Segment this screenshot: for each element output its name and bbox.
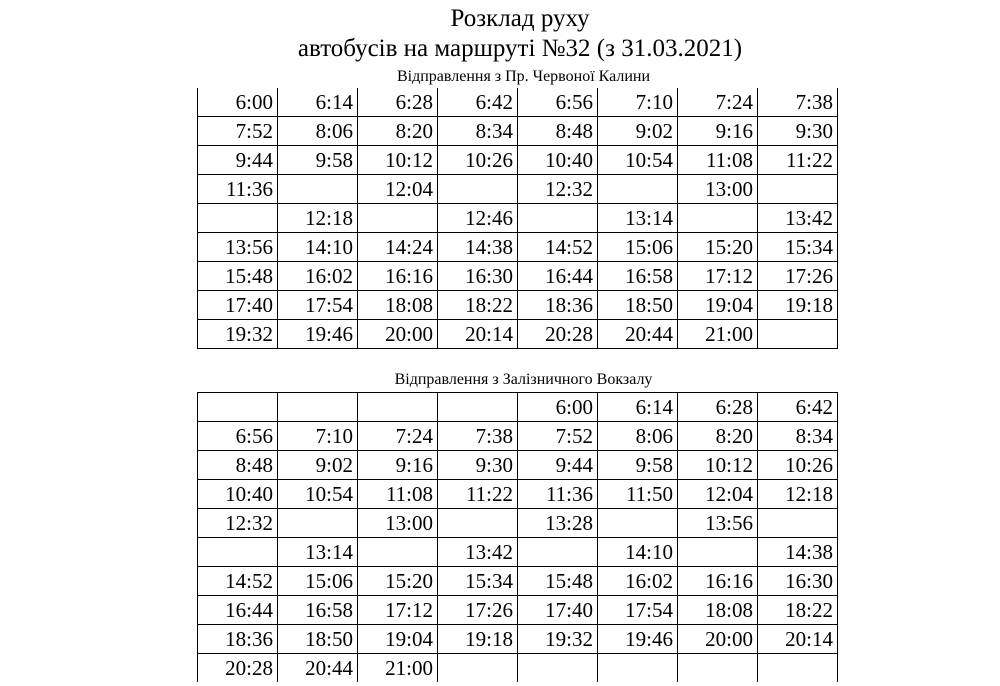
- departure-time-cell: 10:40: [198, 480, 278, 509]
- departure-time-cell: 19:18: [758, 291, 838, 320]
- departure-time-cell: 15:48: [198, 262, 278, 291]
- departure-time-cell: 16:30: [758, 567, 838, 596]
- section-caption-chervonoi-kalyny: Відправлення з Пр. Червоної Калини: [396, 68, 651, 85]
- departure-time-cell: 6:14: [598, 393, 678, 422]
- departure-time-cell: 12:32: [198, 509, 278, 538]
- departure-time-cell: 19:32: [518, 625, 598, 654]
- departure-time-cell: [758, 509, 838, 538]
- departure-time-cell: 17:40: [198, 291, 278, 320]
- table-row: [198, 480, 838, 509]
- departure-time-cell: 6:00: [198, 88, 278, 117]
- departure-time-cell: 10:54: [598, 146, 678, 175]
- departure-time-cell: 8:48: [518, 117, 598, 146]
- departure-time-cell: 10:12: [358, 146, 438, 175]
- departure-time-cell: [198, 538, 278, 567]
- departure-time-cell: [598, 509, 678, 538]
- departure-time-cell: 11:22: [758, 146, 838, 175]
- departure-time-cell: 13:00: [358, 509, 438, 538]
- departure-time-cell: 9:30: [438, 451, 518, 480]
- departure-time-cell: 16:02: [278, 262, 358, 291]
- table-row: [198, 175, 838, 204]
- departure-time-cell: 10:26: [438, 146, 518, 175]
- departure-time-cell: 16:16: [678, 567, 758, 596]
- departure-time-cell: 11:08: [678, 146, 758, 175]
- departure-time-cell: [198, 393, 278, 422]
- departure-time-cell: 14:52: [198, 567, 278, 596]
- departure-time-cell: 16:58: [278, 596, 358, 625]
- departure-time-cell: 20:14: [758, 625, 838, 654]
- departure-time-cell: 17:54: [278, 291, 358, 320]
- departure-time-cell: 11:22: [438, 480, 518, 509]
- departure-time-cell: 8:48: [198, 451, 278, 480]
- departure-time-cell: [278, 175, 358, 204]
- departure-time-cell: 9:44: [198, 146, 278, 175]
- departure-time-cell: 16:16: [358, 262, 438, 291]
- departure-time-cell: 15:06: [278, 567, 358, 596]
- departure-time-cell: 7:10: [278, 422, 358, 451]
- departure-time-cell: 14:10: [278, 233, 358, 262]
- departure-time-cell: 13:14: [278, 538, 358, 567]
- departure-time-cell: 20:28: [518, 320, 598, 349]
- departure-time-cell: 8:34: [438, 117, 518, 146]
- departure-time-cell: 19:18: [438, 625, 518, 654]
- departure-time-cell: 13:00: [678, 175, 758, 204]
- departure-time-cell: 13:14: [598, 204, 678, 233]
- departure-time-cell: 9:16: [358, 451, 438, 480]
- departure-time-cell: 6:14: [278, 88, 358, 117]
- departure-time-cell: 7:24: [678, 88, 758, 117]
- departure-time-cell: [518, 654, 598, 683]
- departure-time-cell: 15:34: [438, 567, 518, 596]
- departure-time-cell: 8:34: [758, 422, 838, 451]
- departure-time-cell: [358, 204, 438, 233]
- departure-time-cell: [438, 175, 518, 204]
- departure-time-cell: 13:42: [438, 538, 518, 567]
- departure-time-cell: 9:02: [598, 117, 678, 146]
- departure-time-cell: [438, 509, 518, 538]
- departure-time-cell: 9:30: [758, 117, 838, 146]
- departure-time-cell: 6:28: [358, 88, 438, 117]
- departure-time-cell: [678, 654, 758, 683]
- table-row: [198, 509, 838, 538]
- departure-time-cell: 18:50: [598, 291, 678, 320]
- departure-time-cell: 8:20: [678, 422, 758, 451]
- departure-time-cell: [438, 654, 518, 683]
- departure-time-cell: 21:00: [358, 654, 438, 683]
- departure-time-cell: [678, 204, 758, 233]
- page-title: Розклад руху: [450, 5, 590, 32]
- departure-time-cell: 14:52: [518, 233, 598, 262]
- departure-time-cell: 14:10: [598, 538, 678, 567]
- departure-time-cell: 12:18: [758, 480, 838, 509]
- departure-time-cell: 8:06: [598, 422, 678, 451]
- departure-time-cell: 12:46: [438, 204, 518, 233]
- departure-time-cell: [758, 320, 838, 349]
- departure-time-cell: 18:50: [278, 625, 358, 654]
- departure-time-cell: [598, 175, 678, 204]
- departure-time-cell: 18:08: [358, 291, 438, 320]
- departure-time-cell: 6:42: [438, 88, 518, 117]
- departure-time-cell: 18:36: [518, 291, 598, 320]
- departure-time-cell: 14:38: [758, 538, 838, 567]
- departure-time-cell: [198, 204, 278, 233]
- table-row: [198, 146, 838, 175]
- departure-time-cell: 16:44: [518, 262, 598, 291]
- departure-time-cell: [518, 538, 598, 567]
- departure-time-cell: 6:42: [758, 393, 838, 422]
- departure-time-cell: [438, 393, 518, 422]
- table-row: [198, 451, 838, 480]
- departure-time-cell: 16:58: [598, 262, 678, 291]
- departure-time-cell: 13:56: [198, 233, 278, 262]
- table-row: [198, 233, 838, 262]
- departure-time-cell: 9:58: [598, 451, 678, 480]
- page-subtitle: автобусів на маршруті №32 (з 31.03.2021): [297, 35, 743, 62]
- departure-time-cell: 13:42: [758, 204, 838, 233]
- departure-time-cell: 18:08: [678, 596, 758, 625]
- departure-time-cell: 10:54: [278, 480, 358, 509]
- departure-time-cell: 12:04: [678, 480, 758, 509]
- departure-time-cell: 19:04: [358, 625, 438, 654]
- table-row: [198, 291, 838, 320]
- departure-time-cell: 10:40: [518, 146, 598, 175]
- departure-time-cell: [358, 393, 438, 422]
- departure-time-cell: 17:54: [598, 596, 678, 625]
- departure-time-cell: 20:44: [278, 654, 358, 683]
- departure-time-cell: 13:56: [678, 509, 758, 538]
- departure-time-cell: 15:06: [598, 233, 678, 262]
- departure-time-cell: 10:12: [678, 451, 758, 480]
- departure-time-cell: 18:22: [438, 291, 518, 320]
- timetable-chervonoi-kalyny: [197, 88, 838, 349]
- table-row: [198, 262, 838, 291]
- departure-time-cell: 17:12: [678, 262, 758, 291]
- table-row: [198, 393, 838, 422]
- table-row: [198, 320, 838, 349]
- departure-time-cell: [278, 393, 358, 422]
- table-row: [198, 422, 838, 451]
- departure-time-cell: [278, 509, 358, 538]
- departure-time-cell: [758, 654, 838, 683]
- departure-time-cell: 14:38: [438, 233, 518, 262]
- departure-time-cell: 15:20: [678, 233, 758, 262]
- departure-time-cell: [678, 538, 758, 567]
- departure-time-cell: 20:00: [358, 320, 438, 349]
- departure-time-cell: 20:28: [198, 654, 278, 683]
- departure-time-cell: 9:44: [518, 451, 598, 480]
- departure-time-cell: 19:46: [278, 320, 358, 349]
- departure-time-cell: 21:00: [678, 320, 758, 349]
- table-row: [198, 538, 838, 567]
- departure-time-cell: 7:38: [438, 422, 518, 451]
- departure-time-cell: 7:24: [358, 422, 438, 451]
- departure-time-cell: 15:48: [518, 567, 598, 596]
- departure-time-cell: 12:04: [358, 175, 438, 204]
- departure-time-cell: 17:26: [438, 596, 518, 625]
- departure-time-cell: 12:32: [518, 175, 598, 204]
- departure-time-cell: 11:08: [358, 480, 438, 509]
- departure-time-cell: 17:12: [358, 596, 438, 625]
- departure-time-cell: 20:14: [438, 320, 518, 349]
- departure-time-cell: 9:16: [678, 117, 758, 146]
- departure-time-cell: 10:26: [758, 451, 838, 480]
- departure-time-cell: 12:18: [278, 204, 358, 233]
- departure-time-cell: [758, 175, 838, 204]
- departure-time-cell: 6:00: [518, 393, 598, 422]
- departure-time-cell: 8:06: [278, 117, 358, 146]
- departure-time-cell: 7:52: [198, 117, 278, 146]
- departure-time-cell: [518, 204, 598, 233]
- departure-time-cell: 17:40: [518, 596, 598, 625]
- departure-time-cell: 16:02: [598, 567, 678, 596]
- departure-time-cell: 17:26: [758, 262, 838, 291]
- departure-time-cell: 7:38: [758, 88, 838, 117]
- table-row: [198, 117, 838, 146]
- departure-time-cell: [598, 654, 678, 683]
- timetable-railway-station: [197, 392, 838, 682]
- section-caption-railway-station: Відправлення з Залізничного Вокзалу: [394, 371, 653, 388]
- departure-time-cell: 14:24: [358, 233, 438, 262]
- departure-time-cell: 8:20: [358, 117, 438, 146]
- departure-time-cell: 11:36: [518, 480, 598, 509]
- departure-time-cell: 20:44: [598, 320, 678, 349]
- table-row: [198, 204, 838, 233]
- departure-time-cell: 18:22: [758, 596, 838, 625]
- departure-time-cell: 19:04: [678, 291, 758, 320]
- departure-time-cell: 7:52: [518, 422, 598, 451]
- table-row: [198, 596, 838, 625]
- departure-time-cell: 9:58: [278, 146, 358, 175]
- departure-time-cell: 20:00: [678, 625, 758, 654]
- departure-time-cell: 16:44: [198, 596, 278, 625]
- table-row: [198, 567, 838, 596]
- departure-time-cell: 18:36: [198, 625, 278, 654]
- departure-time-cell: 19:32: [198, 320, 278, 349]
- departure-time-cell: 7:10: [598, 88, 678, 117]
- departure-time-cell: 19:46: [598, 625, 678, 654]
- departure-time-cell: 15:20: [358, 567, 438, 596]
- departure-time-cell: 6:28: [678, 393, 758, 422]
- departure-time-cell: [358, 538, 438, 567]
- departure-time-cell: 6:56: [198, 422, 278, 451]
- departure-time-cell: 11:50: [598, 480, 678, 509]
- departure-time-cell: 15:34: [758, 233, 838, 262]
- table-row: [198, 88, 838, 117]
- departure-time-cell: 13:28: [518, 509, 598, 538]
- table-row: [198, 625, 838, 654]
- departure-time-cell: 11:36: [198, 175, 278, 204]
- departure-time-cell: 16:30: [438, 262, 518, 291]
- departure-time-cell: 9:02: [278, 451, 358, 480]
- departure-time-cell: 6:56: [518, 88, 598, 117]
- table-row: [198, 654, 838, 683]
